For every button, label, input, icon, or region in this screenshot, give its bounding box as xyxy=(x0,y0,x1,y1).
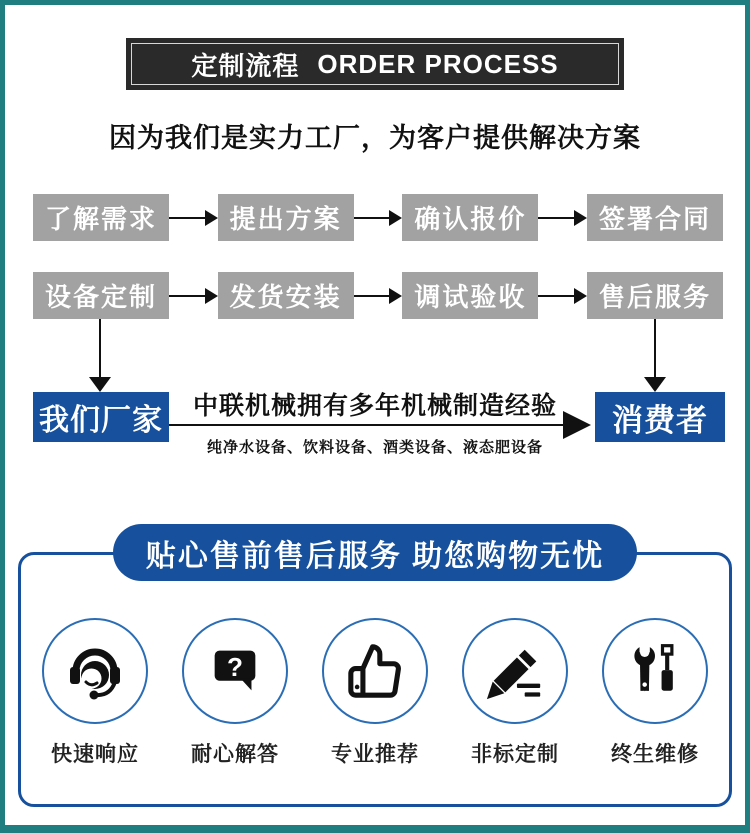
flow-step-understand-needs: 了解需求 xyxy=(33,194,169,241)
service-label: 非标定制 xyxy=(471,743,559,766)
service-label: 快速响应 xyxy=(51,743,139,766)
intro-text: 因为我们是实力工厂，为客户提供解决方案 xyxy=(109,123,641,153)
question-bubble-icon xyxy=(204,640,266,702)
tools-icon xyxy=(625,641,685,701)
services-panel xyxy=(18,539,732,807)
flow-step-confirm-quote: 确认报价 xyxy=(402,194,538,241)
flow-step-ship-install: 发货安装 xyxy=(218,272,354,319)
service-circle xyxy=(322,618,428,724)
service-item-pro-recommendation xyxy=(315,618,435,768)
headset-icon xyxy=(63,639,127,703)
right-arrow-icon xyxy=(538,288,587,304)
flow-step-sign-contract: 签署合同 xyxy=(587,194,723,241)
down-arrow-line xyxy=(99,319,101,377)
service-label: 耐心解答 xyxy=(191,743,279,766)
flow-step-equipment-custom: 设备定制 xyxy=(33,272,169,319)
banner-title-cn: 定制流程 xyxy=(191,50,300,81)
flow-row-2 xyxy=(33,272,723,319)
flow-row-1 xyxy=(33,194,723,241)
right-arrow-icon xyxy=(354,288,403,304)
right-arrow-icon xyxy=(563,411,591,439)
order-process-banner xyxy=(126,38,624,90)
service-circle xyxy=(462,618,568,724)
partnership-headline: 中联机械拥有多年机械制造经验 xyxy=(192,392,557,420)
down-arrow-icon xyxy=(644,377,666,392)
thumbs-up-icon xyxy=(346,642,404,700)
flow-step-after-sales: 售后服务 xyxy=(587,272,723,319)
service-circle xyxy=(602,618,708,724)
service-circle xyxy=(182,618,288,724)
right-arrow-icon xyxy=(538,210,587,226)
svg-text:?: ? xyxy=(227,651,243,682)
content-area xyxy=(5,5,745,825)
right-arrow-icon xyxy=(169,288,218,304)
right-arrow-icon xyxy=(169,210,218,226)
service-item-patient-answers xyxy=(175,618,295,768)
partnership-products: 纯净水设备、饮料设备、酒类设备、液态肥设备 xyxy=(206,439,543,456)
right-arrow-icon xyxy=(354,210,403,226)
consumer-box: 消费者 xyxy=(595,392,725,442)
banner-title-en: ORDER PROCESS xyxy=(317,48,559,79)
pencil-icon xyxy=(484,640,546,702)
service-item-fast-response xyxy=(35,618,155,768)
order-process-banner-inner xyxy=(131,43,619,85)
down-arrow-icon xyxy=(89,377,111,392)
service-circle xyxy=(42,618,148,724)
service-item-lifetime-repair xyxy=(595,618,715,768)
service-item-custom-nonstandard xyxy=(455,618,575,768)
partnership-row xyxy=(5,392,745,462)
flow-step-debug-accept: 调试验收 xyxy=(402,272,538,319)
services-banner: 贴心售前售后服务 助您购物无忧 xyxy=(113,524,637,581)
services-row xyxy=(21,555,729,768)
vertical-connectors xyxy=(33,319,723,392)
service-label: 专业推荐 xyxy=(331,743,419,766)
partnership-connector-line xyxy=(169,424,565,426)
factory-box: 我们厂家 xyxy=(33,392,169,442)
service-label: 终生维修 xyxy=(611,743,699,766)
down-arrow-line xyxy=(654,319,656,377)
flow-step-propose-plan: 提出方案 xyxy=(218,194,354,241)
